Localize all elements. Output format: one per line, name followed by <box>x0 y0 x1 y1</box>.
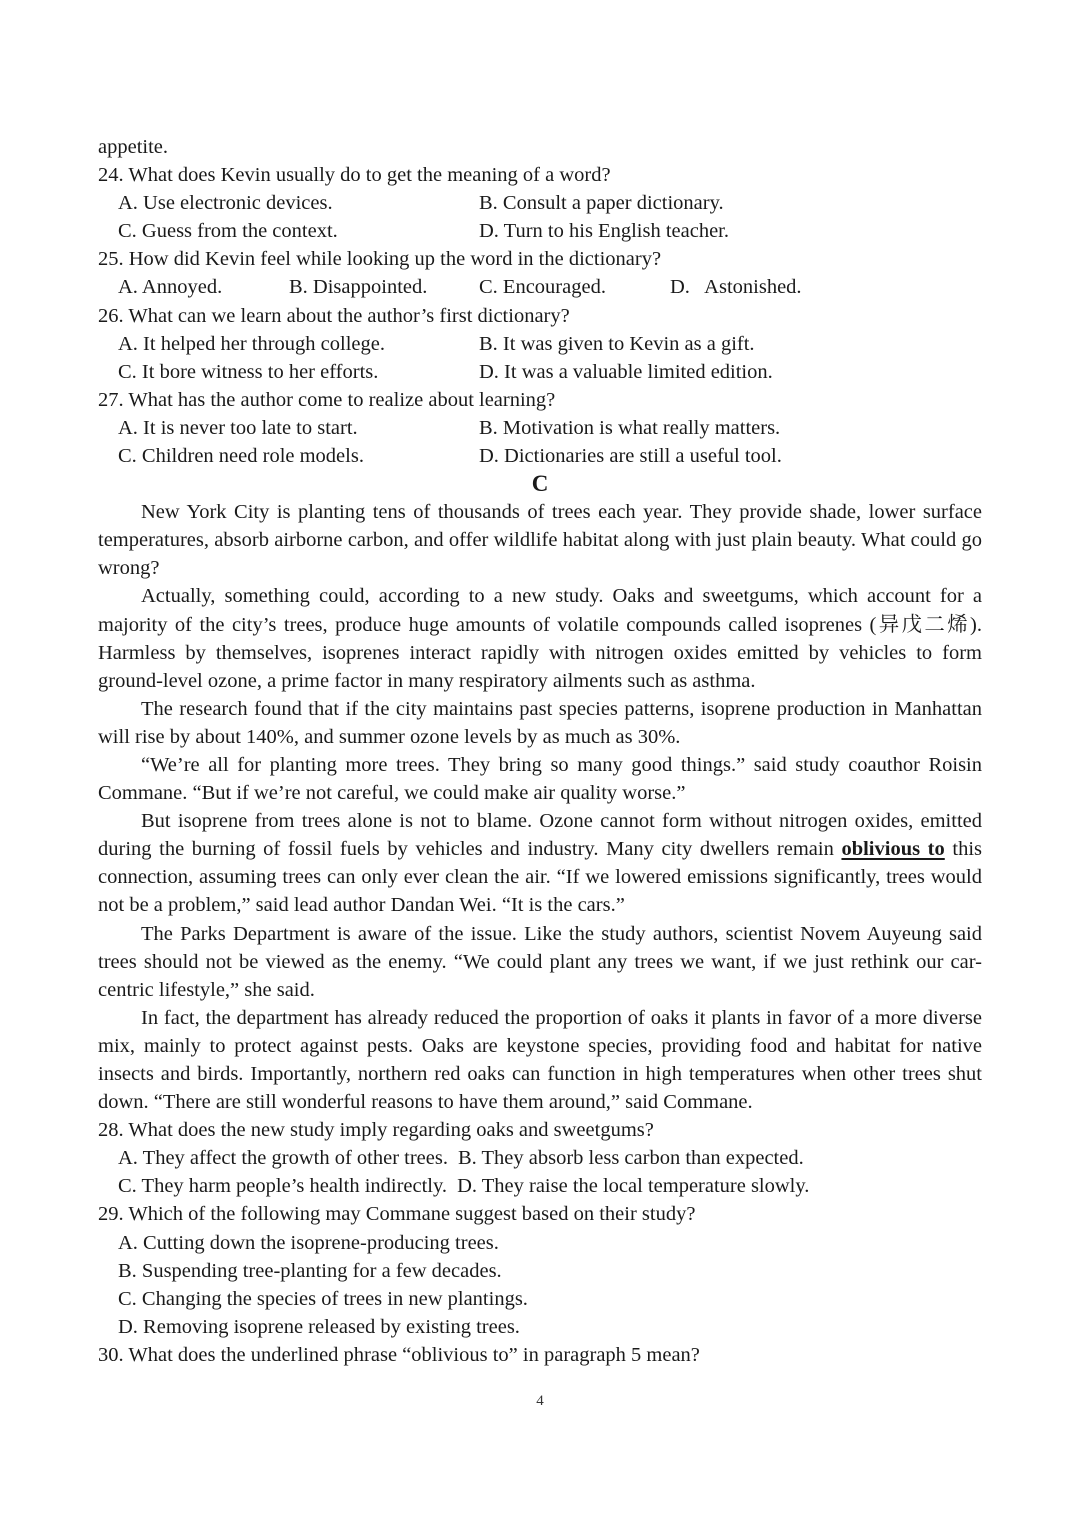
option-b: B. It was given to Kevin as a gift. <box>479 332 755 355</box>
option-d: D. Turn to his English teacher. <box>479 220 729 243</box>
option-a: A. Cutting down the isoprene-producing trees. <box>118 1231 499 1254</box>
option-b: B. They absorb less carbon than expected. <box>457 1147 804 1170</box>
question-stem: 25. How did Kevin feel while looking up the word in the dictionary? <box>98 248 662 271</box>
option-d: D. Dictionaries are still a useful tool. <box>479 445 782 468</box>
underlined-phrase: oblivious to <box>841 838 945 861</box>
option-c: C. Changing the species of trees in new plantings. <box>118 1287 528 1310</box>
paragraph-text: this connection, assuming trees can only ever clean the air. “If we lowered emissions significantly, trees would not be a problem,” said lead author Dandan Wei. “It is the cars.” <box>98 838 982 917</box>
question-25 <box>98 245 982 301</box>
option-a: A. It helped her through college. <box>118 332 385 355</box>
question-stem: 28. What does the new study imply regarding oaks and sweetgums? <box>98 1119 654 1142</box>
passage-paragraph-2: Actually, something could, according to a new study. Oaks and sweetgums, which account for a majority of the city’s trees, produce huge amounts of volatile compounds called isoprenes (异戊二烯). Harmless by themselves, isoprenes interact rapidly with nitrogen oxides emitted by vehicles to form ground-level ozone, a prime factor in many respiratory ailments such as asthma. <box>98 585 982 692</box>
option-c: C. Encouraged. <box>479 276 606 299</box>
passage-paragraph-4: “We’re all for planting more trees. They bring so many good things.” said study coauthor Roisin Commane. “But if we’re not careful, we could make air quality worse.” <box>98 753 982 805</box>
section-heading: C <box>531 471 549 497</box>
option-row <box>98 273 982 301</box>
option-c: C. Guess from the context. <box>118 220 338 243</box>
option-b: B. Motivation is what really matters. <box>479 416 781 439</box>
question-stem: 30. What does the underlined phrase “oblivious to” in paragraph 5 mean? <box>98 1343 700 1366</box>
option-c: C. It bore witness to her efforts. <box>118 360 379 383</box>
option-b: B. Suspending tree-planting for a few decades. <box>118 1259 502 1282</box>
option-row <box>98 442 982 470</box>
option-a: A. Use electronic devices. <box>118 192 333 215</box>
option-row <box>98 1172 982 1200</box>
page-content <box>98 133 982 1369</box>
option-d: D. Astonished. <box>670 276 802 299</box>
option-c: C. Children need role models. <box>118 445 364 468</box>
option-d: D. Removing isoprene released by existing trees. <box>118 1315 520 1338</box>
option-d: D. They raise the local temperature slowly. <box>457 1175 810 1198</box>
question-24 <box>98 161 982 245</box>
passage-paragraph-3: The research found that if the city maintains past species patterns, isoprene production in Manhattan will rise by about 140%, and summer ozone levels by as much as 30%. <box>98 697 982 748</box>
question-stem: 27. What has the author come to realize about learning? <box>98 388 556 411</box>
option-a: A. They affect the growth of other trees. <box>118 1147 448 1170</box>
option-row <box>98 217 982 245</box>
question-28 <box>98 1116 982 1200</box>
question-stem: 29. Which of the following may Commane suggest based on their study? <box>98 1203 696 1226</box>
page-number: 4 <box>536 1393 544 1409</box>
paragraph-text: But isoprene from trees alone is not to blame. Ozone cannot form without nitrogen oxides, emitted during the burning of fossil fuels by vehicles and industry. Many city dwellers remain <box>98 810 982 861</box>
continued-text: appetite. <box>98 136 169 158</box>
option-b: B. Consult a paper dictionary. <box>479 192 724 215</box>
question-29 <box>98 1200 982 1340</box>
question-27 <box>98 386 982 470</box>
option-d: D. It was a valuable limited edition. <box>479 360 773 383</box>
option-row <box>98 414 982 442</box>
option-a: A. It is never too late to start. <box>118 416 358 439</box>
passage-paragraph-7: In fact, the department has already reduced the proportion of oaks it plants in favor of a more diverse mix, mainly to protect against pests. Oaks are keystone species, providing food and habitat for native insects and birds. Importantly, northern red oaks can function in high temperatures when other trees shut down. “There are still wonderful reasons to have them around,” said Commane. <box>98 1006 982 1114</box>
question-stem: 26. What can we learn about the author’s first dictionary? <box>98 304 570 327</box>
option-b: B. Disappointed. <box>289 276 428 299</box>
option-row <box>98 358 982 386</box>
question-stem: 24. What does Kevin usually do to get the meaning of a word? <box>98 164 611 187</box>
option-a: A. Annoyed. <box>118 276 223 299</box>
passage-paragraph-5 <box>98 807 982 919</box>
question-26 <box>98 302 982 386</box>
option-row <box>98 1144 982 1172</box>
passage-paragraph-1: New York City is planting tens of thousands of trees each year. They provide shade, lower surface temperatures, absorb airborne carbon, and offer wildlife habitat along with just plain beauty. What could go wrong? <box>98 501 982 580</box>
passage-paragraph-6: The Parks Department is aware of the issue. Like the study authors, scientist Novem Auyeung said trees should not be viewed as the enemy. “We could plant any trees we want, if we just rethink our car-centric lifestyle,” she said. <box>98 922 982 1001</box>
option-row <box>98 189 982 217</box>
question-30 <box>98 1341 982 1369</box>
option-row <box>98 330 982 358</box>
option-c: C. They harm people’s health indirectly. <box>118 1175 448 1198</box>
